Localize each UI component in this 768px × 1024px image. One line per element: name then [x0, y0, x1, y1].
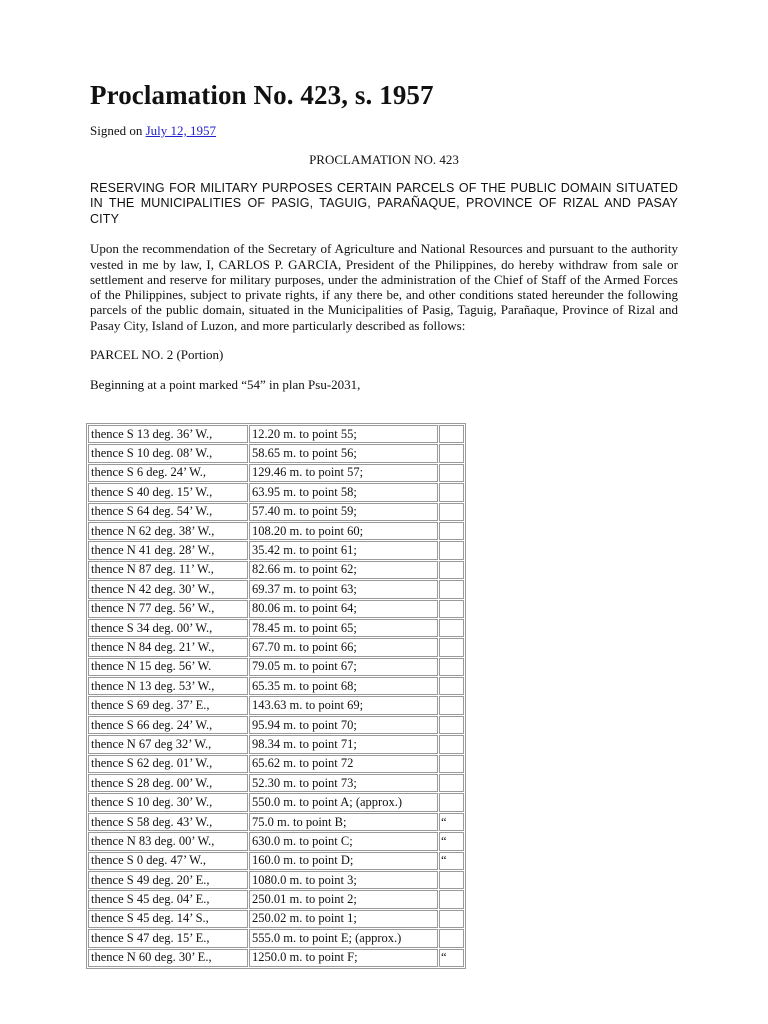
mark-cell: [439, 696, 464, 714]
distance-cell: 1080.0 m. to point 3;: [249, 871, 438, 889]
mark-cell: [439, 793, 464, 811]
table-row: [88, 852, 464, 870]
distance-cell: 630.0 m. to point C;: [249, 832, 438, 850]
bearing-cell: thence S 6 deg. 24’ W.,: [88, 464, 248, 482]
bearing-cell: thence N 84 deg. 21’ W.,: [88, 638, 248, 656]
table-row: [88, 444, 464, 462]
table-row: [88, 910, 464, 928]
technical-description-table: [86, 423, 466, 969]
bearing-cell: thence S 10 deg. 08’ W.,: [88, 444, 248, 462]
mark-cell: [439, 503, 464, 521]
mark-cell: [439, 774, 464, 792]
distance-cell: 108.20 m. to point 60;: [249, 522, 438, 540]
table-row: [88, 503, 464, 521]
bearing-cell: thence N 77 deg. 56’ W.,: [88, 600, 248, 618]
mark-cell: [439, 483, 464, 501]
bearing-cell: thence S 49 deg. 20’ E.,: [88, 871, 248, 889]
bearing-cell: thence S 45 deg. 04’ E.,: [88, 890, 248, 908]
bearing-cell: thence N 15 deg. 56’ W.: [88, 658, 248, 676]
mark-cell: [439, 890, 464, 908]
bearing-cell: thence S 34 deg. 00’ W.,: [88, 619, 248, 637]
distance-cell: 78.45 m. to point 65;: [249, 619, 438, 637]
distance-cell: 143.63 m. to point 69;: [249, 696, 438, 714]
table-row: [88, 832, 464, 850]
table-row: [88, 541, 464, 559]
signed-date-link[interactable]: July 12, 1957: [145, 123, 217, 138]
mark-cell: [439, 541, 464, 559]
distance-cell: 555.0 m. to point E; (approx.): [249, 929, 438, 947]
bearing-cell: thence S 40 deg. 15’ W.,: [88, 483, 248, 501]
table-row: [88, 619, 464, 637]
distance-cell: 82.66 m. to point 62;: [249, 561, 438, 579]
distance-cell: 1250.0 m. to point F;: [249, 949, 438, 967]
bearing-cell: thence S 64 deg. 54’ W.,: [88, 503, 248, 521]
table-row: [88, 735, 464, 753]
signed-line: [90, 123, 678, 139]
bearing-cell: thence S 45 deg. 14’ S.,: [88, 910, 248, 928]
table-row: [88, 949, 464, 967]
distance-cell: 58.65 m. to point 56;: [249, 444, 438, 462]
distance-cell: 65.62 m. to point 72: [249, 755, 438, 773]
bearing-cell: thence S 58 deg. 43’ W.,: [88, 813, 248, 831]
bearing-cell: thence N 87 deg. 11’ W.,: [88, 561, 248, 579]
distance-cell: 160.0 m. to point D;: [249, 852, 438, 870]
bearing-cell: thence N 60 deg. 30’ E.,: [88, 949, 248, 967]
bounds-table-body: [88, 425, 464, 967]
table-row: [88, 561, 464, 579]
mark-cell: “: [439, 813, 464, 831]
bearing-cell: thence S 62 deg. 01’ W.,: [88, 755, 248, 773]
page-title: Proclamation No. 423, s. 1957: [90, 80, 434, 110]
distance-cell: 98.34 m. to point 71;: [249, 735, 438, 753]
distance-cell: 129.46 m. to point 57;: [249, 464, 438, 482]
body-paragraph: Upon the recommendation of the Secretary of Agriculture and National Resources and pursuant to the authority vested in me by law, I, CARLOS P. GARCIA, President of the Philippines, do hereby withdraw from sale or settlement and reserve for military purposes, under the administration of the Chief of Staff of the Armed Forces of the Philippines, subject to private rights, if any there be, and other conditions stated hereunder the following parcels of the public domain, situated in the Municipalities of Pasig, Taguig, Parañaque, Province of Rizal and Pasay City, Island of Luzon, and more particularly described as follows:: [90, 241, 678, 333]
mark-cell: [439, 522, 464, 540]
table-row: [88, 871, 464, 889]
mark-cell: “: [439, 949, 464, 967]
mark-cell: [439, 716, 464, 734]
distance-cell: 250.01 m. to point 2;: [249, 890, 438, 908]
distance-cell: 250.02 m. to point 1;: [249, 910, 438, 928]
distance-cell: 95.94 m. to point 70;: [249, 716, 438, 734]
bearing-cell: thence N 83 deg. 00’ W.,: [88, 832, 248, 850]
distance-cell: 67.70 m. to point 66;: [249, 638, 438, 656]
table-row: [88, 793, 464, 811]
bearing-cell: thence N 62 deg. 38’ W.,: [88, 522, 248, 540]
bearing-cell: thence S 47 deg. 15’ E.,: [88, 929, 248, 947]
bearing-cell: thence S 13 deg. 36’ W.,: [88, 425, 248, 443]
bearing-cell: thence N 41 deg. 28’ W.,: [88, 541, 248, 559]
distance-cell: 75.0 m. to point B;: [249, 813, 438, 831]
distance-cell: 65.35 m. to point 68;: [249, 677, 438, 695]
distance-cell: 63.95 m. to point 58;: [249, 483, 438, 501]
distance-cell: 69.37 m. to point 63;: [249, 580, 438, 598]
distance-cell: 80.06 m. to point 64;: [249, 600, 438, 618]
bearing-cell: thence N 13 deg. 53’ W.,: [88, 677, 248, 695]
mark-cell: [439, 600, 464, 618]
distance-cell: 79.05 m. to point 67;: [249, 658, 438, 676]
table-row: [88, 890, 464, 908]
signed-prefix: Signed on: [90, 123, 146, 138]
mark-cell: [439, 425, 464, 443]
distance-cell: 35.42 m. to point 61;: [249, 541, 438, 559]
table-row: [88, 716, 464, 734]
document-body: [90, 78, 678, 393]
distance-cell: 52.30 m. to point 73;: [249, 774, 438, 792]
bearing-cell: thence N 67 deg 32’ W.,: [88, 735, 248, 753]
mark-cell: [439, 638, 464, 656]
mark-cell: [439, 735, 464, 753]
mark-cell: [439, 677, 464, 695]
mark-cell: [439, 444, 464, 462]
proclamation-heading: RESERVING FOR MILITARY PURPOSES CERTAIN PARCELS OF THE PUBLIC DOMAIN SITUATED IN THE MUNICIPALITIES OF PASIG, TAGUIG, PARAÑAQUE, PROVINCE OF RIZAL AND PASAY CITY: [90, 181, 678, 226]
table-row: [88, 755, 464, 773]
distance-cell: 550.0 m. to point A; (approx.): [249, 793, 438, 811]
bearing-cell: thence S 69 deg. 37’ E.,: [88, 696, 248, 714]
table-row: [88, 600, 464, 618]
bearing-cell: thence N 42 deg. 30’ W.,: [88, 580, 248, 598]
table-row: [88, 483, 464, 501]
bearing-cell: thence S 0 deg. 47’ W.,: [88, 852, 248, 870]
mark-cell: [439, 910, 464, 928]
distance-cell: 12.20 m. to point 55;: [249, 425, 438, 443]
mark-cell: [439, 755, 464, 773]
proclamation-number: PROCLAMATION NO. 423: [309, 152, 459, 167]
table-row: [88, 464, 464, 482]
table-row: [88, 580, 464, 598]
mark-cell: [439, 929, 464, 947]
distance-cell: 57.40 m. to point 59;: [249, 503, 438, 521]
table-row: [88, 658, 464, 676]
mark-cell: [439, 580, 464, 598]
mark-cell: [439, 619, 464, 637]
table-row: [88, 774, 464, 792]
bearing-cell: thence S 28 deg. 00’ W.,: [88, 774, 248, 792]
table-row: [88, 677, 464, 695]
bearing-cell: thence S 66 deg. 24’ W.,: [88, 716, 248, 734]
mark-cell: “: [439, 852, 464, 870]
mark-cell: [439, 561, 464, 579]
table-row: [88, 638, 464, 656]
beginning-line: Beginning at a point marked “54” in plan Psu-2031,: [90, 377, 361, 392]
table-row: [88, 813, 464, 831]
table-row: [88, 522, 464, 540]
mark-cell: [439, 871, 464, 889]
table-row: [88, 929, 464, 947]
mark-cell: [439, 464, 464, 482]
mark-cell: “: [439, 832, 464, 850]
bearing-cell: thence S 10 deg. 30’ W.,: [88, 793, 248, 811]
parcel-label: PARCEL NO. 2 (Portion): [90, 347, 224, 362]
table-row: [88, 425, 464, 443]
table-row: [88, 696, 464, 714]
mark-cell: [439, 658, 464, 676]
